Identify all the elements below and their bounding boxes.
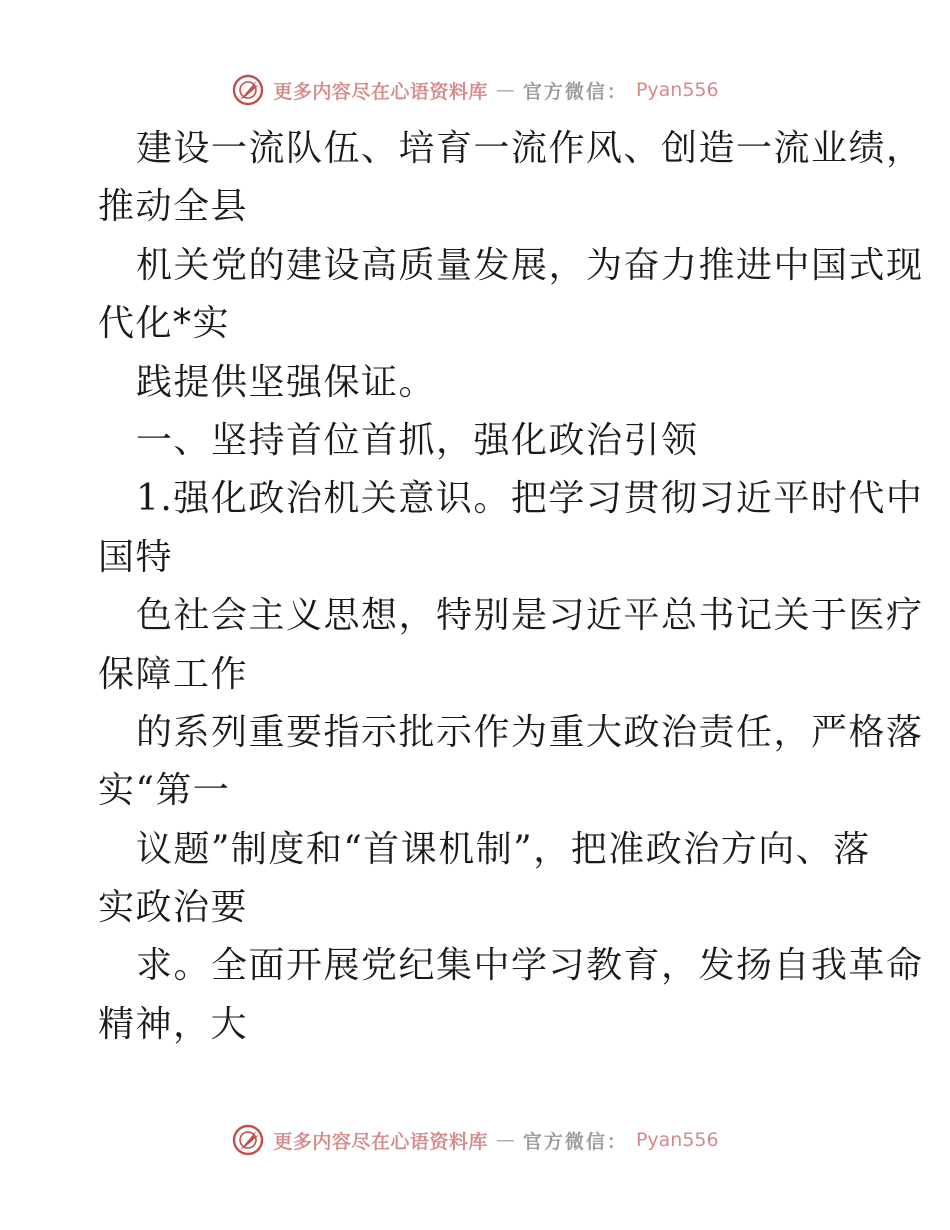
header-watermark — [0, 70, 950, 110]
section-heading: 一、坚持首位首抓，强化政治引领 — [136, 419, 699, 461]
watermark-separator: — — [495, 79, 515, 101]
watermark-wechat-label: 官方微信： — [522, 1130, 628, 1153]
watermark-wechat-label: 官方微信： — [522, 80, 628, 103]
text-line: 建设一流队伍、培育一流作风、创造一流业绩， — [136, 128, 924, 169]
text-line: 保障工作 — [98, 653, 249, 695]
footer-watermark — [0, 1120, 950, 1160]
text-line: 机关党的建设高质量发展，为奋力推进中国式现 — [136, 244, 924, 286]
text-line: 议题”制度和“首课机制”，把准政治方向、落 — [136, 828, 871, 870]
text-line: 代化*实 — [98, 303, 231, 345]
watermark-separator: — — [495, 1129, 515, 1151]
text-line: 实“第一 — [98, 770, 231, 812]
watermark-wechat-id: Pyan556 — [635, 1129, 719, 1151]
text-line: 践提供坚强保证。 — [136, 361, 437, 403]
text-line: 推动全县 — [98, 186, 249, 228]
text-line: 色社会主义思想，特别是习近平总书记关于医疗 — [136, 595, 924, 637]
text-line: 实政治要 — [98, 887, 249, 929]
quill-logo-icon — [231, 1123, 265, 1157]
watermark-main-text: 更多内容尽在心语资料库 — [273, 1130, 488, 1153]
quill-logo-icon — [231, 73, 265, 107]
text-line: 精神，大 — [98, 1003, 249, 1045]
watermark-wechat-id: Pyan556 — [635, 79, 719, 101]
text-line: 国特 — [98, 536, 174, 578]
text-line: 的系列重要指示批示作为重大政治责任，严格落 — [136, 711, 924, 753]
text-line: 求。全面开展党纪集中学习教育，发扬自我革命 — [136, 945, 924, 987]
document-body — [98, 120, 924, 1054]
text-line: 1.强化政治机关意识。把学习贯彻习近平时代中 — [136, 478, 924, 520]
watermark-main-text: 更多内容尽在心语资料库 — [273, 80, 488, 103]
